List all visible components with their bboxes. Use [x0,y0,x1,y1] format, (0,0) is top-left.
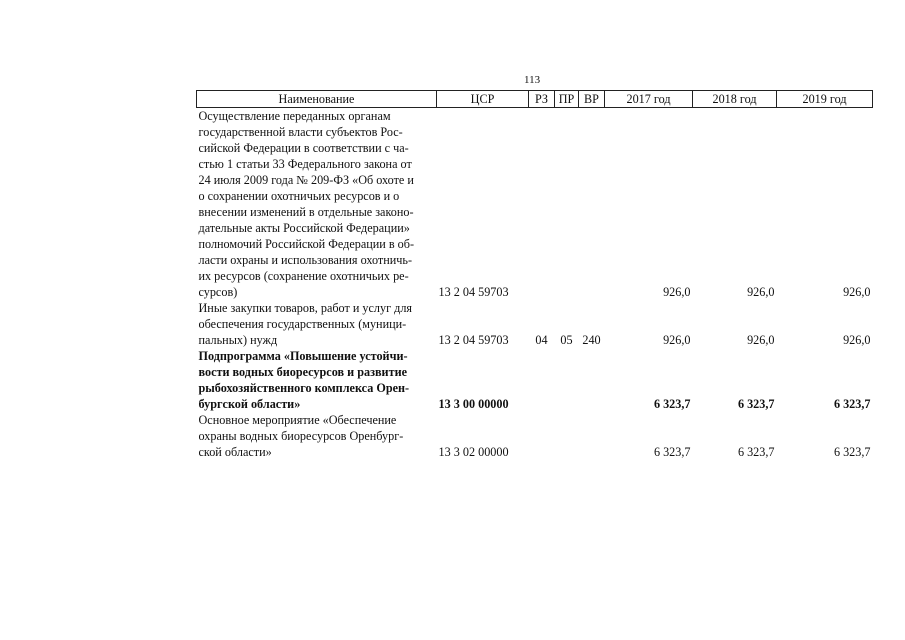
row-rz [529,348,555,412]
row-2017: 926,0 [663,285,691,299]
header-2017: 2017 год [605,91,693,108]
row-vr [579,108,605,301]
row-vr [579,348,605,412]
table-header-row [197,91,873,108]
row-csr: 13 2 04 59703 [438,333,509,347]
row-rz [529,412,555,460]
row-2019: 6 323,7 [833,397,871,411]
row-name: Основное мероприятие «Обеспечение охраны водных биоресурсов Оренбург- ской области» [198,413,404,459]
table-row [197,108,873,301]
header-2019: 2019 год [777,91,873,108]
row-csr: 13 3 00 00000 [438,397,509,411]
row-pr [555,348,579,412]
budget-table [196,90,873,460]
header-csr: ЦСР [437,91,529,108]
row-rz: 04 [535,333,548,347]
header-2018: 2018 год [693,91,777,108]
row-pr [555,108,579,301]
table-row [197,348,873,412]
row-name: Иные закупки товаров, работ и услуг для обеспечения государственных (муници- пальных) нужд [198,301,413,347]
row-2019: 6 323,7 [833,445,871,459]
row-rz [529,108,555,301]
row-csr: 13 3 02 00000 [438,445,509,459]
row-2019: 926,0 [843,285,871,299]
row-pr [555,412,579,460]
row-2018: 926,0 [747,333,775,347]
header-pr: ПР [555,91,579,108]
header-vr: ВР [579,91,605,108]
row-vr [579,412,605,460]
table-row [197,412,873,460]
row-pr: 05 [560,333,573,347]
row-csr: 13 2 04 59703 [438,285,509,299]
row-2019: 926,0 [843,333,871,347]
row-name: Осуществление переданных органам государственной власти субъектов Рос- сийской Федерации в соответствии с ча- стью 1 статьи 33 Федерального закона от 24 июля 2009 года № 209-ФЗ «Об охоте и о сохранении охотничьих ресурсов и о внесении изменений в отдельные законо- дательные акты Российской Федерации» полномочий Российской Федерации в об- ласти охраны и использования охотничь- их ресурсов (сохранение охотничьих ре- сурсов) [198,109,414,299]
row-2017: 6 323,7 [653,397,691,411]
row-2017: 6 323,7 [653,445,691,459]
header-rz: РЗ [529,91,555,108]
row-2018: 926,0 [747,285,775,299]
row-2018: 6 323,7 [737,397,775,411]
row-2017: 926,0 [663,333,691,347]
header-name: Наименование [197,91,437,108]
row-2018: 6 323,7 [737,445,775,459]
table-row [197,300,873,348]
row-vr: 240 [582,333,601,347]
row-name: Подпрограмма «Повышение устойчи- вости водных биоресурсов и развитие рыбохозяйственного комплекса Орен- бургской области» [198,349,410,411]
page-number: 113 [524,74,541,86]
